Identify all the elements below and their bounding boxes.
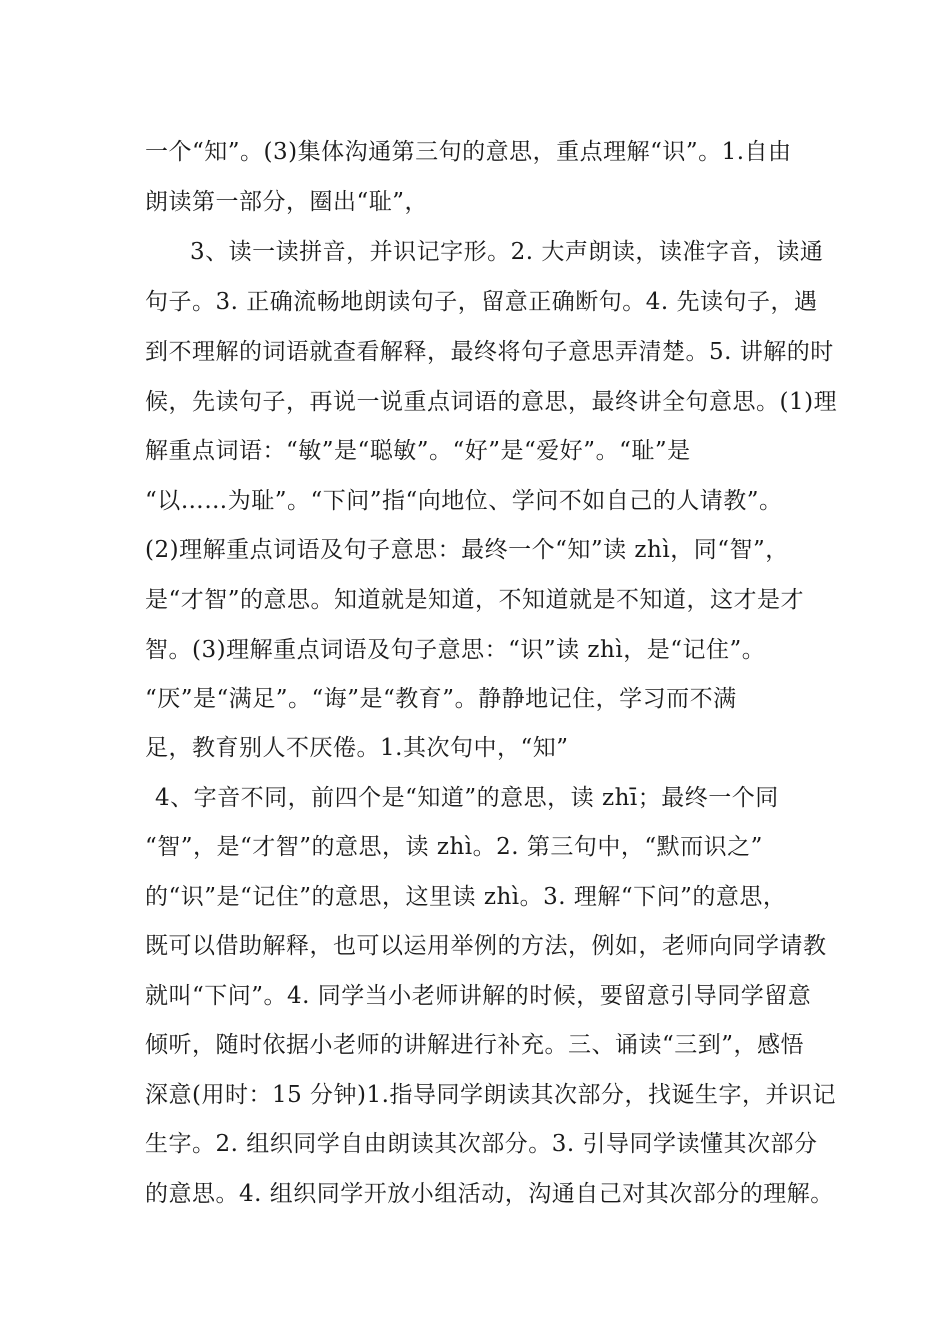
text-line-8: “以……为耻”。“下问”指“向地位、学问不如自己的人请教”。: [145, 488, 783, 514]
text-line-1: 一个“知”。(3)集体沟通第三句的意思，重点理解“识”。1.自由: [145, 139, 792, 165]
text-line-20: 深意(用时：15 分钟)1.指导同学朗读其次部分，找诞生字，并识记: [145, 1082, 836, 1108]
text-line-21: 生字。2. 组织同学自由朗读其次部分。3. 引导同学读懂其次部分: [145, 1131, 818, 1157]
text-line-14: 4、字音不同，前四个是“知道”的意思，读 zhī；最终一个同: [155, 785, 779, 811]
text-line-15: “智”，是“才智”的意思，读 zhì。2. 第三句中，“默而识之”: [145, 834, 763, 860]
text-line-22: 的意思。4. 组织同学开放小组活动，沟通自己对其次部分的理解。: [145, 1181, 834, 1207]
text-line-11: 智。(3)理解重点词语及句子意思：“识”读 zhì，是“记住”。: [145, 637, 766, 663]
text-line-19: 倾听，随时依据小老师的讲解进行补充。三、诵读“三到”，感悟: [145, 1032, 805, 1058]
text-line-5: 到不理解的词语就查看解释，最终将句子意思弄清楚。5. 讲解的时: [145, 339, 834, 365]
text-line-18: 就叫“下问”。4. 同学当小老师讲解的时候，要留意引导同学留意: [145, 983, 812, 1009]
text-line-7: 解重点词语：“敏”是“聪敏”。“好”是“爱好”。“耻”是: [145, 438, 691, 464]
text-line-6: 候，先读句子，再说一说重点词语的意思，最终讲全句意思。(1)理: [145, 389, 838, 415]
text-line-10: 是“才智”的意思。知道就是知道，不知道就是不知道，这才是才: [145, 587, 805, 613]
text-line-9: (2)理解重点词语及句子意思：最终一个“知”读 zhì，同“智”，: [145, 537, 789, 563]
text-line-16: 的“识”是“记住”的意思，这里读 zhì。3. 理解“下问”的意思，: [145, 884, 787, 910]
text-line-13: 足，教育别人不厌倦。1.其次句中，“知”: [145, 735, 569, 761]
text-line-17: 既可以借助解释，也可以运用举例的方法，例如，老师向同学请教: [145, 933, 827, 959]
text-line-12: “厌”是“满足”。“诲”是“教育”。静静地记住，学习而不满: [145, 686, 737, 712]
text-line-3: 3、读一读拼音，并识记字形。2. 大声朗读，读准字音，读通: [190, 239, 824, 265]
text-line-4: 句子。3. 正确流畅地朗读句子，留意正确断句。4. 先读句子，遇: [145, 289, 818, 315]
text-line-2: 朗读第一部分，圈出“耻”，: [145, 189, 429, 215]
